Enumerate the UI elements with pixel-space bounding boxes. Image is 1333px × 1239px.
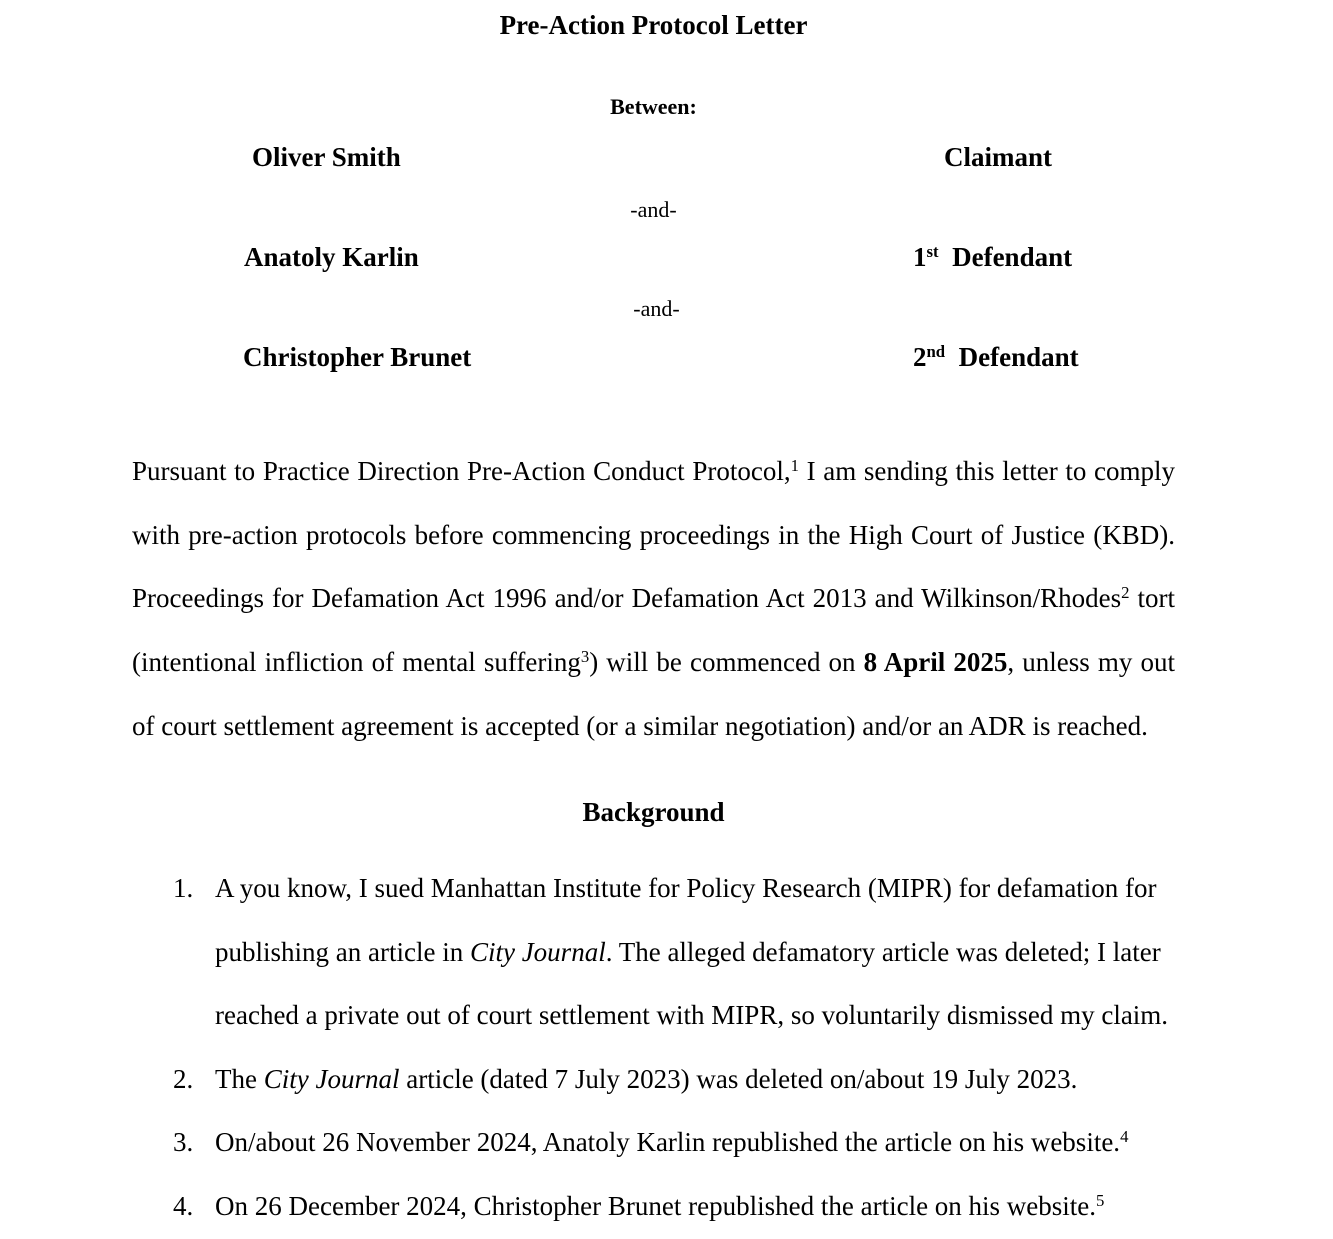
footnote-ref-1: 1 [790, 455, 799, 475]
list-item-text: On/about 26 November 2024, Anatoly Karlin republished the article on his website.$^4$ [215, 1126, 1129, 1157]
list-item-number: 3. [173, 1127, 194, 1157]
and-separator-1: -and- [630, 197, 677, 222]
background-heading: Background [582, 797, 725, 827]
and-separator-2: -and- [633, 296, 680, 321]
claimant-name: Oliver Smith [252, 142, 401, 172]
letter-title: Pre-Action Protocol Letter [499, 10, 808, 40]
first-defendant-role: 1st Defendant [913, 241, 1073, 272]
list-item-text: A you know, I sued Manhattan Institute for Policy Research (MIPR) for defamation for publishing an article in City Journal. The alleged defamatory article was deleted; I later reached a private out of court settlement with MIPR, so voluntarily dismissed my claim. [215, 873, 1169, 1030]
list-item-number: 4. [173, 1191, 194, 1221]
list-item-number: 1. [173, 873, 194, 903]
claimant-role: Claimant [944, 142, 1052, 172]
footnote-ref-4: 4 [1120, 1126, 1129, 1146]
first-defendant-name: Anatoly Karlin [244, 242, 419, 272]
footnote-ref-3: 3 [580, 646, 590, 666]
second-defendant-name: Christopher Brunet [243, 342, 472, 372]
list-item-text: On 26 December 2024, Christopher Brunet republished the article on his website.$^5$ [215, 1190, 1105, 1221]
intro-paragraph: Pursuant to Practice Direction Pre-Action Conduct Protocol,$^1$ I am sending this letter to comply with pre-action protocols before commencing proceedings in the High Court of Justice (KBD). Proceedings for Defamation Act 1996 and/or Defamation Act 2013 and Wilkinson/Rhodes$^2$ tort (intentional infliction of mental suffering$^3$) will be commenced on 8 April 2025, unless my out of court settlement agreement is accepted (or a similar negotiation) and/or an ADR is reached. [132, 455, 1175, 741]
list-item-text: The City Journal article (dated 7 July 2023) was deleted on/about 19 July 2023. [215, 1064, 1078, 1094]
footnote-ref-2: 2 [1121, 583, 1130, 603]
commencement-date: 8 April 2025 [863, 647, 1008, 678]
footnote-ref-5: 5 [1096, 1190, 1105, 1210]
second-defendant-role: 2nd Defendant [913, 341, 1079, 372]
between-label: Between: [610, 94, 697, 119]
list-item-number: 2. [173, 1064, 194, 1094]
